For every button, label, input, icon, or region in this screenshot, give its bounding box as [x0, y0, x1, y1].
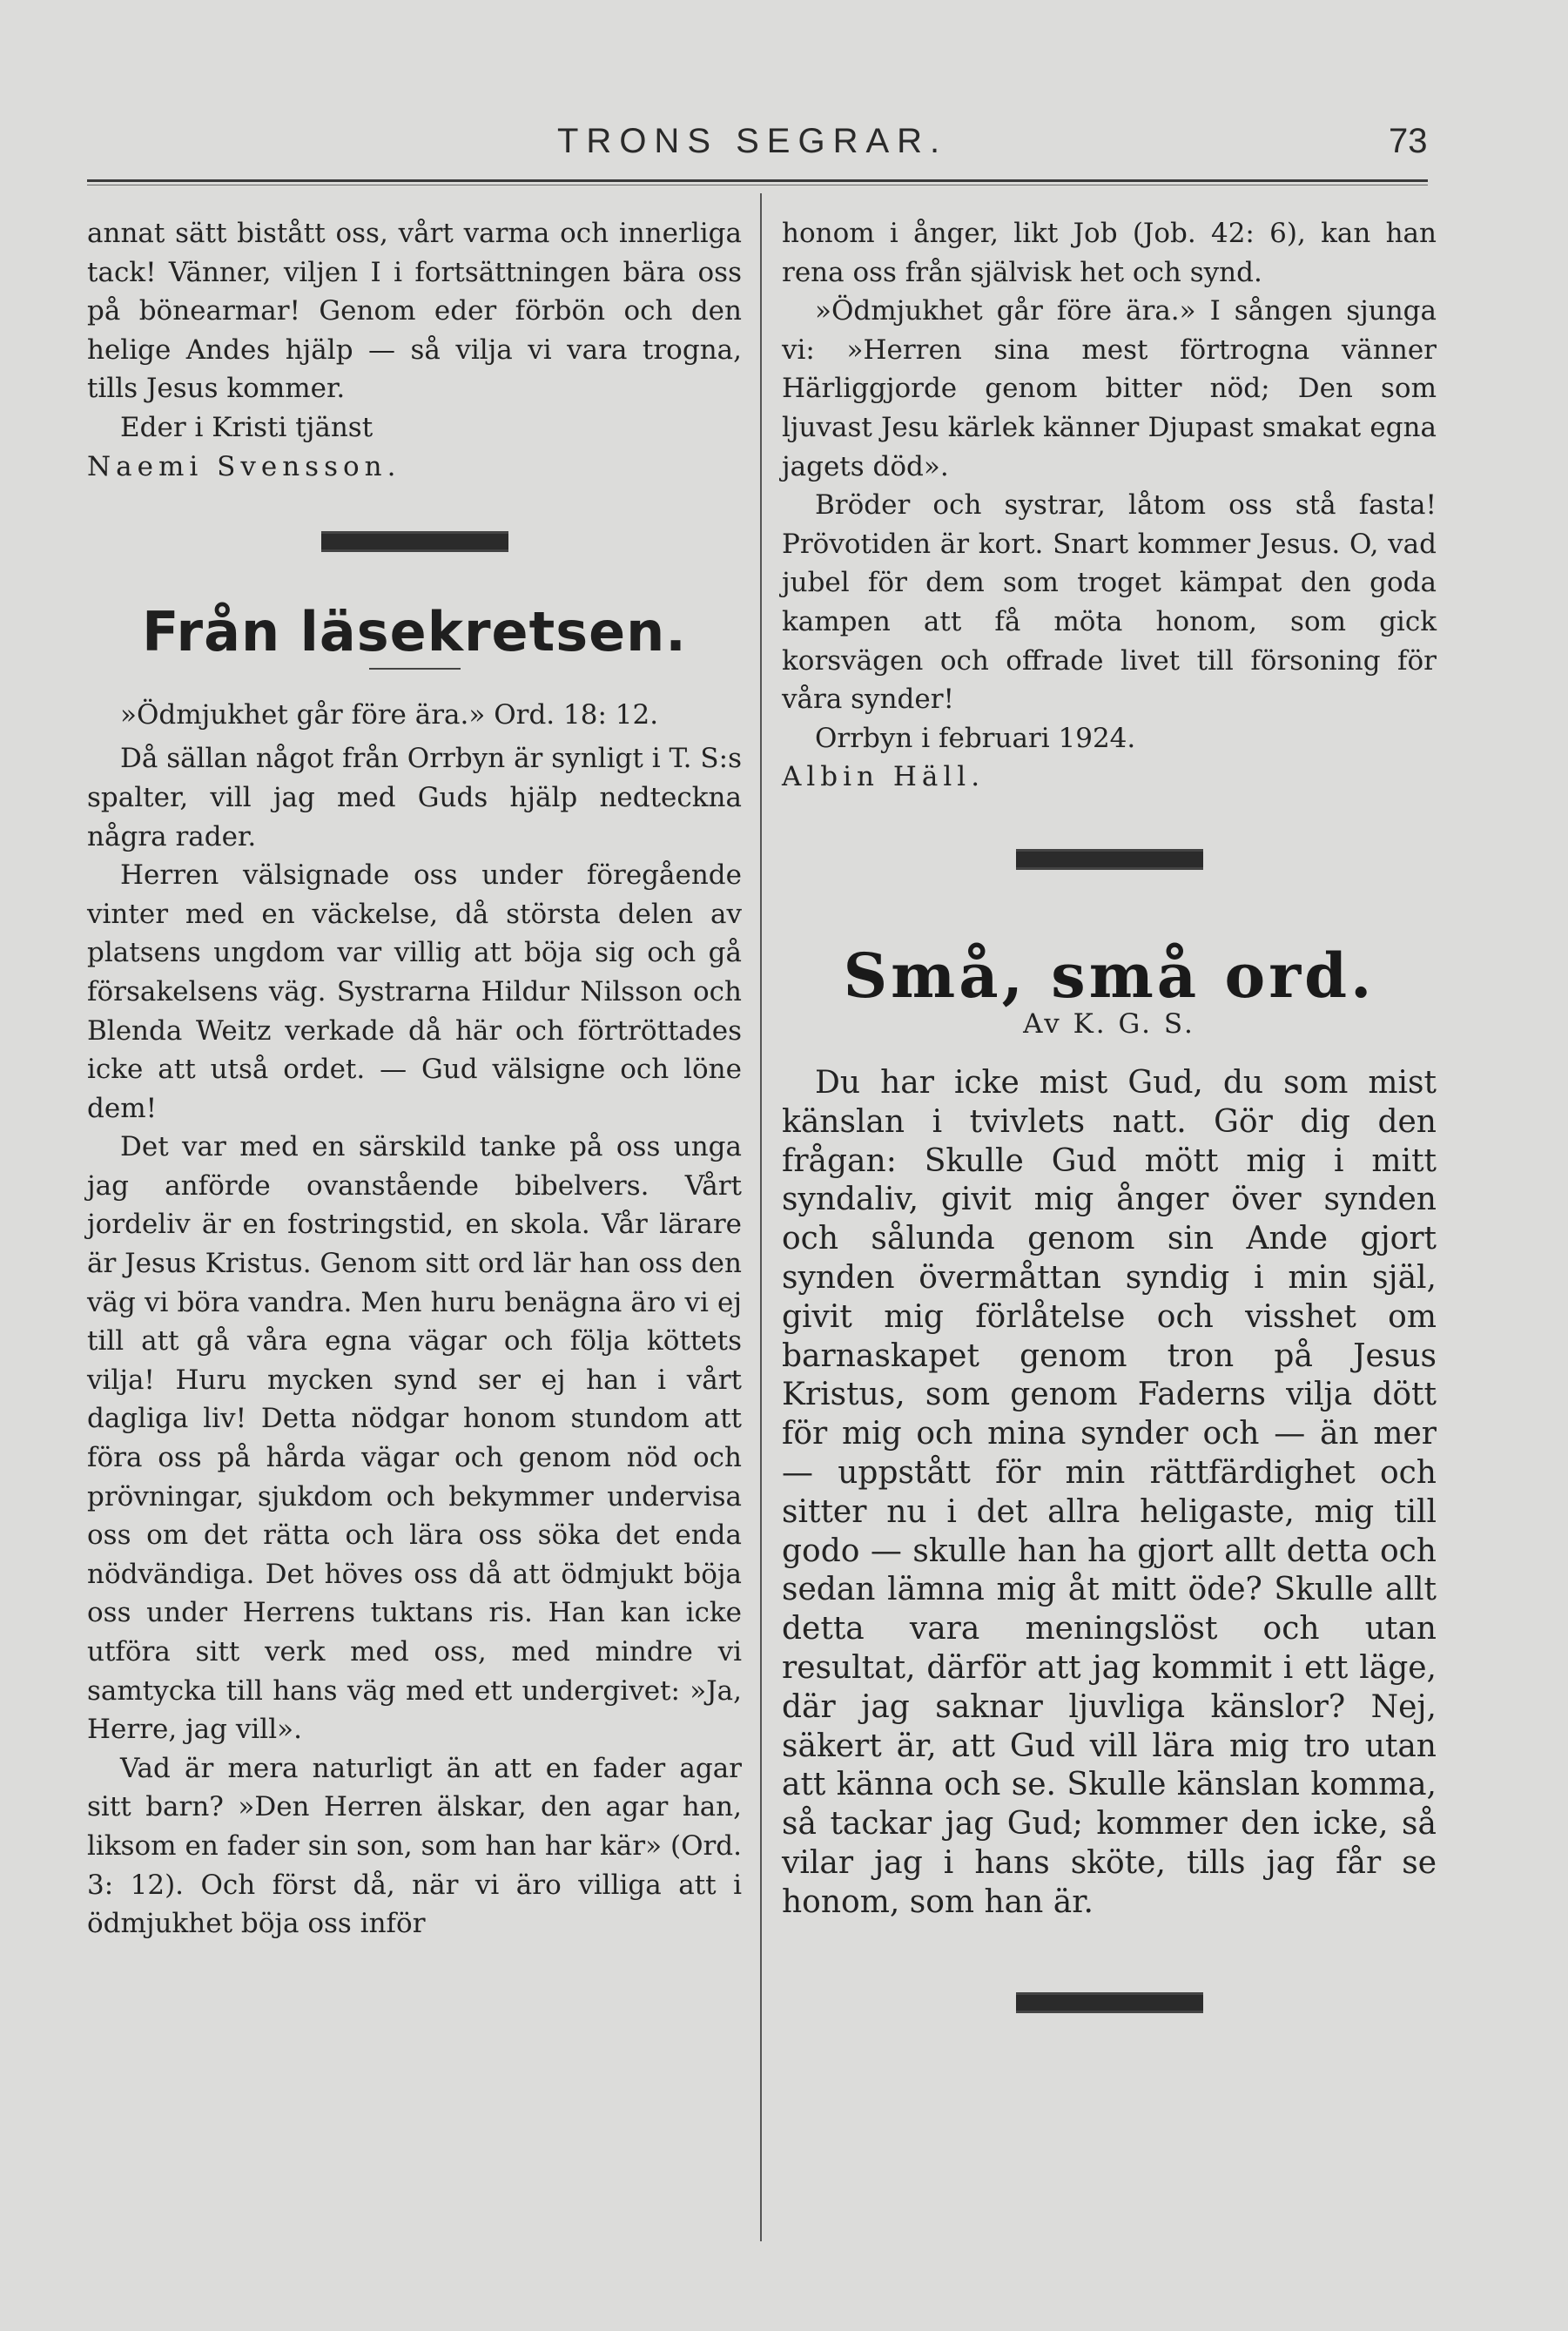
body-paragraph: Herren välsignade oss under föregående vinter med en väckelse, då största delen av platsens ungdom var villig att böja sig och gå försakelsens väg. Systrarna Hildur Nilsson och Blenda Weitz verkade då här och förtröttades icke att utså ordet. — Gud välsigne och löne dem! — [87, 859, 742, 1124]
right-column — [782, 214, 1437, 2013]
header-rule — [87, 179, 1428, 182]
separator-bar — [321, 531, 508, 552]
running-header-title: TRONS SEGRAR. — [557, 122, 948, 160]
body-paragraph: Då sällan något från Orrbyn är synligt i T. S:s spalter, vill jag med Guds hjälp nedteckna några rader. — [87, 743, 742, 852]
body-paragraph: Det var med en särskild tanke på oss unga jag anförde ovanstående bibelvers. Vårt jordeliv är en fostringstid, en skola. Vår lärare är Jesus Kristus. Genom sitt ord lär han oss den väg vi böra vandra. Men huru benägna äro vi ej till att gå våra egna vägar och följa köttets vilja! Huru mycken synd ser ej han i vårt dagliga liv! Detta nödgar honom stundom att föra oss på hårda vägar och genom nöd och prövningar, sjukdom och bekymmer undervisa oss om det rätta och lära oss söka det enda nödvändiga. Det höves oss då att ödmjukt böja oss under Herrens tuktans ris. Han kan icke utföra sitt verk med oss, med mindre vi samtycka till hans väg med ett undergivet: »Ja, Herre, jag vill». — [87, 1131, 742, 1746]
separator-bar — [1016, 1992, 1203, 2013]
letter-closing: Eder i Kristi tjänst — [120, 411, 373, 443]
article-signature: Albin Häll. — [782, 761, 986, 793]
body-paragraph: honom i ånger, likt Job (Job. 42: 6), kan han rena oss från självisk het och synd. — [782, 218, 1437, 288]
epigraph: »Ödmjukhet går före ära.» Ord. 18: 12. — [120, 698, 659, 731]
poem-body: Du har icke mist Gud, du som mist känslan i tvivlets natt. Gör dig den frågan: Skulle Gud mött mig i mitt syndaliv, givit mig ånger över synden och sålunda genom sin Ande gjort synden övermåttan syndig i min själ, givit mig förlåtelse och visshet om barnaskapet genom tron på Jesus Kristus, som genom Faderns vilja dött för mig och mina synder och — än mer — uppstått för min rättfärdighet och sitter nu i det allra heligaste, mig till godo — skulle han ha gjort allt detta och sedan lämna mig åt mitt öde? Skulle allt detta vara meningslöst och utan resultat, därför att jag kommit i ett läge, där jag saknar ljuvliga känslor? Nej, säkert är, att Gud vill lära mig tro utan att känna och se. Skulle känslan komma, så tackar jag Gud; kommer den icke, så vilar jag i hans sköte, tills jag får se honom, som han är. — [782, 1065, 1437, 1920]
page-number: 73 — [1389, 122, 1428, 160]
letter-signature: Naemi Svensson. — [87, 450, 401, 482]
poem-byline: Av K. G. S. — [1023, 1007, 1195, 1040]
left-column — [87, 214, 742, 1944]
letter-paragraph: annat sätt bistått oss, vårt varma och innerliga tack! Vänner, viljen I i fortsättningen bära oss på bönearmar! Genom eder förbön och den helige Andes hjälp — så vilja vi vara trogna, tills Jesus kommer. — [87, 218, 742, 405]
body-paragraph: »Ödmjukhet går före ära.» I sången sjunga vi: »Herren sina mest förtrogna vänner Härliggjorde genom bitter nöd; Den som ljuvast Jesu kärlek känner Djupast smakat egna jagets död». — [782, 295, 1437, 482]
section-title: Från läsekretsen. — [142, 600, 687, 664]
separator-bar — [1016, 849, 1203, 870]
dateline: Orrbyn i februari 1924. — [815, 722, 1136, 754]
body-paragraph: Vad är mera naturligt än att en fader agar sitt barn? »Den Herren älskar, den agar han, liksom en fader sin son, som han har kär» (Ord. 3: 12). Och först då, när vi äro villiga att i ödmjukhet böja oss inför — [87, 1752, 742, 1940]
column-divider — [760, 193, 762, 2241]
body-paragraph: Bröder och systrar, låtom oss stå fasta! Prövotiden är kort. Snart kommer Jesus. O, vad jubel för dem som troget kämpat den goda kampen att få möta honom, som gick korsvägen och offrade livet till försoning för våra synder! — [782, 489, 1437, 716]
poem-title: Små, små ord. — [843, 939, 1376, 1012]
